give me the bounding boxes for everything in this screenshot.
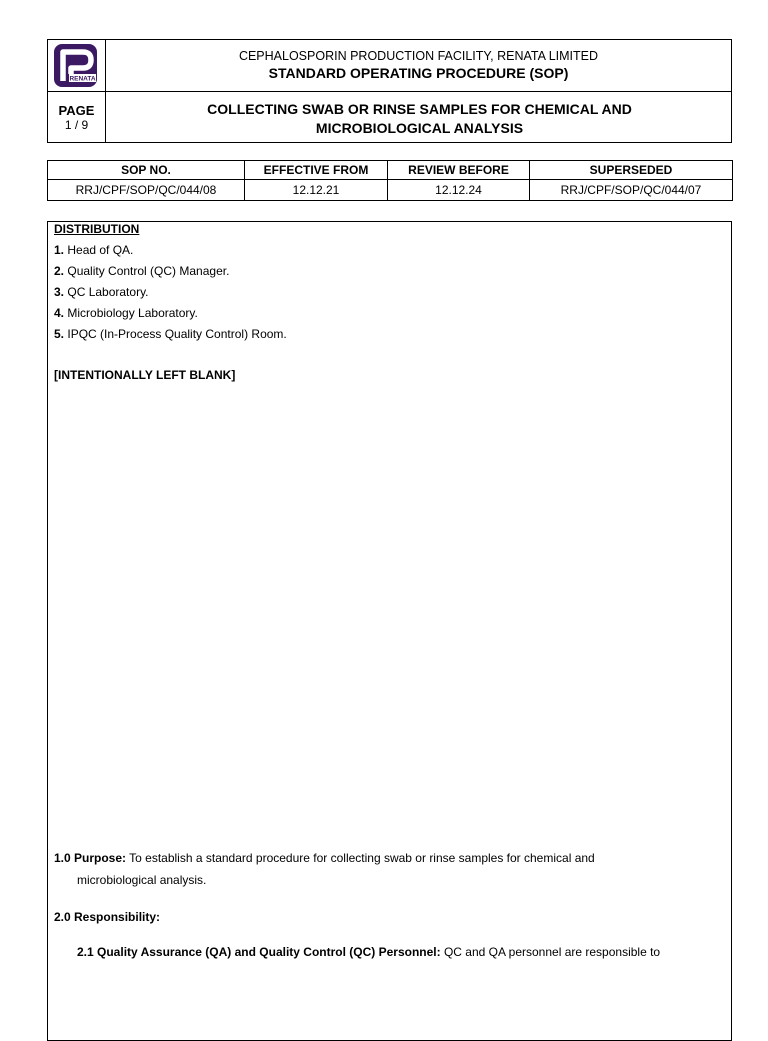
sop-info-table <box>47 160 733 201</box>
list-item <box>54 324 287 345</box>
responsibility-sub-label: 2.1 Quality Assurance (QA) and Quality Control (QC) Personnel: <box>77 945 441 959</box>
document-header <box>47 39 732 143</box>
responsibility-subsection <box>77 945 715 959</box>
title-line-1: COLLECTING SWAB OR RINSE SAMPLES FOR CHEMICAL AND <box>207 101 632 117</box>
document-body <box>47 221 732 1041</box>
item-number: 3. <box>54 285 65 299</box>
item-text: QC Laboratory. <box>67 285 149 299</box>
purpose-label: 1.0 Purpose: <box>54 851 127 865</box>
page-label: PAGE <box>58 103 95 118</box>
effective-from-value: 12.12.21 <box>245 180 388 201</box>
page-number: 1 / 9 <box>64 118 89 132</box>
sop-number-value: RRJ/CPF/SOP/QC/044/08 <box>48 180 245 201</box>
col-header-superseded: SUPERSEDED <box>530 161 733 180</box>
responsibility-sub-text: QC and QA personnel are responsible to <box>440 945 661 959</box>
logo-lettering: RENATA <box>69 75 96 83</box>
review-before-value: 12.12.24 <box>388 180 530 201</box>
item-text: Microbiology Laboratory. <box>67 306 198 320</box>
intentionally-blank-note: [INTENTIONALLY LEFT BLANK] <box>54 368 236 382</box>
col-header-sop-no: SOP NO. <box>48 161 245 180</box>
col-header-effective-from: EFFECTIVE FROM <box>245 161 388 180</box>
header-divider-horizontal <box>48 91 731 92</box>
title-line-2: MICROBIOLOGICAL ANALYSIS <box>315 120 524 136</box>
sop-heading: STANDARD OPERATING PROCEDURE (SOP) <box>268 65 569 81</box>
table-header-row <box>48 161 733 180</box>
responsibility-heading: 2.0 Responsibility: <box>54 910 161 924</box>
col-header-review-before: REVIEW BEFORE <box>388 161 530 180</box>
table-row <box>48 180 733 201</box>
item-number: 4. <box>54 306 65 320</box>
item-text: Quality Control (QC) Manager. <box>67 264 230 278</box>
renata-logo <box>53 43 98 88</box>
list-item <box>54 261 287 282</box>
purpose-text-line-2: microbiological analysis. <box>77 873 207 887</box>
item-text: IPQC (In-Process Quality Control) Room. <box>67 327 287 341</box>
item-text: Head of QA. <box>67 243 134 257</box>
purpose-text-line-1: To establish a standard procedure for collecting swab or rinse samples for chemical and <box>126 851 595 865</box>
list-item <box>54 282 287 303</box>
item-number: 2. <box>54 264 65 278</box>
distribution-list <box>54 240 287 345</box>
purpose-section <box>54 847 715 891</box>
list-item <box>54 303 287 324</box>
company-name: CEPHALOSPORIN PRODUCTION FACILITY, RENATA LIMITED <box>238 49 599 63</box>
superseded-value: RRJ/CPF/SOP/QC/044/07 <box>530 180 733 201</box>
distribution-heading: DISTRIBUTION <box>54 222 140 236</box>
item-number: 1. <box>54 243 65 257</box>
document-title <box>148 100 691 138</box>
item-number: 5. <box>54 327 65 341</box>
list-item <box>54 240 287 261</box>
